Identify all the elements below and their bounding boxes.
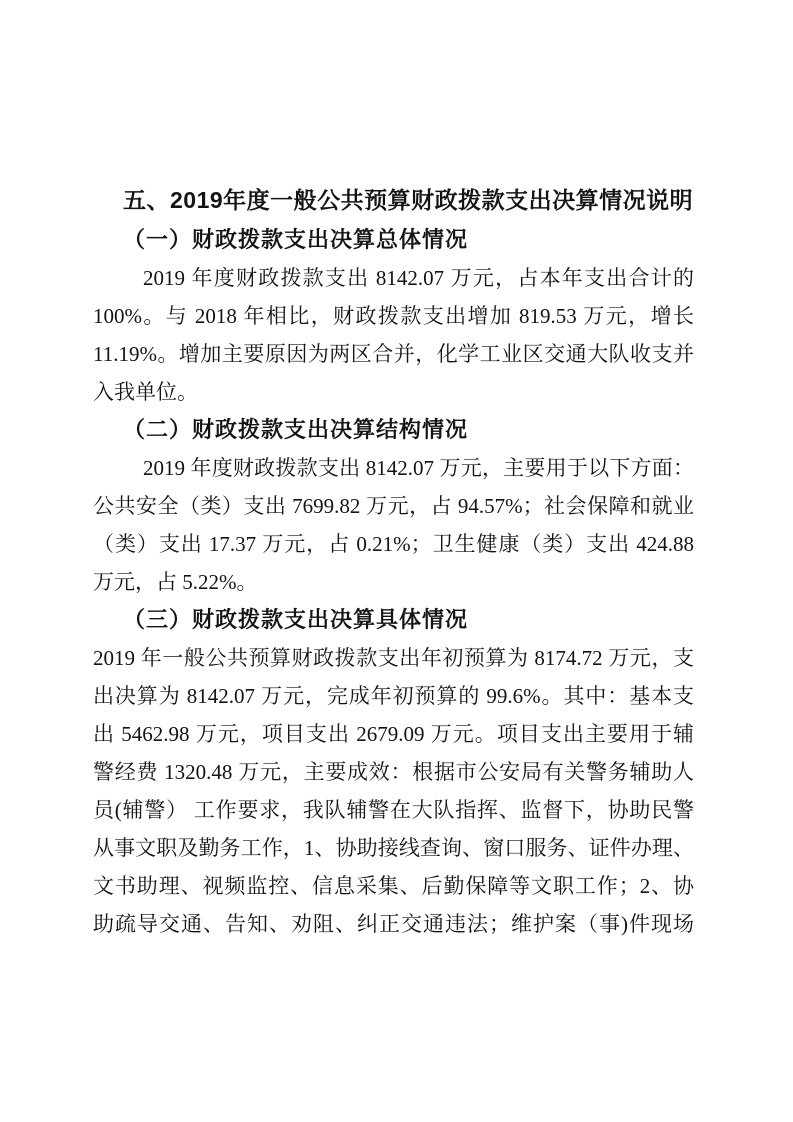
document-title: 五、2019年度一般公共预算财政拨款支出决算情况说明 — [123, 187, 694, 213]
text-line: 出决算为 8142.07 万元，完成年初预算的 99.6%。其中：基本支 — [93, 684, 694, 708]
document-content — [93, 181, 694, 943]
text-line: 助疏导交通、告知、劝阻、纠正交通违法；维护案（事)件现场 — [93, 912, 694, 936]
text-line: 公共安全（类）支出 7699.82 万元，占 94.57%；社会保障和就业 — [93, 494, 694, 518]
text-line: 从事文职及勤务工作，1、协助接线查询、窗口服务、证件办理、 — [93, 836, 694, 860]
text-line: 2019 年度财政拨款支出 8142.07 万元，主要用于以下方面： — [143, 456, 694, 480]
text-line: 2019 年度财政拨款支出 8142.07 万元，占本年支出合计的 — [143, 266, 694, 290]
text-line: 11.19%。增加主要原因为两区合并，化学工业区交通大队收支并 — [93, 342, 694, 366]
text-line: （类）支出 17.37 万元，占 0.21%；卫生健康（类）支出 424.88 — [93, 532, 694, 556]
section-detail — [93, 601, 694, 943]
section-overall — [93, 221, 694, 411]
section-detail-heading: （三）财政拨款支出决算具体情况 — [123, 607, 469, 632]
text-line: 100%。与 2018 年相比，财政拨款支出增加 819.53 万元，增长 — [93, 304, 694, 328]
text-line: 2019 年一般公共预算财政拨款支出年初预算为 8174.72 万元，支 — [93, 646, 694, 670]
section-overall-heading: （一）财政拨款支出决算总体情况 — [123, 227, 469, 252]
text-line: 出 5462.98 万元，项目支出 2679.09 万元。项目支出主要用于辅 — [93, 722, 694, 746]
text-line: 入我单位。 — [93, 380, 198, 404]
text-line: 警经费 1320.48 万元，主要成效：根据市公安局有关警务辅助人 — [93, 760, 694, 784]
text-line: 万元，占 5.22%。 — [93, 570, 258, 594]
text-line: 员(辅警） 工作要求，我队辅警在大队指挥、监督下，协助民警 — [93, 798, 694, 822]
text-line: 文书助理、视频监控、信息采集、后勤保障等文职工作；2、协 — [93, 874, 694, 898]
section-structure-heading: （二）财政拨款支出决算结构情况 — [123, 417, 469, 442]
section-structure — [93, 411, 694, 601]
